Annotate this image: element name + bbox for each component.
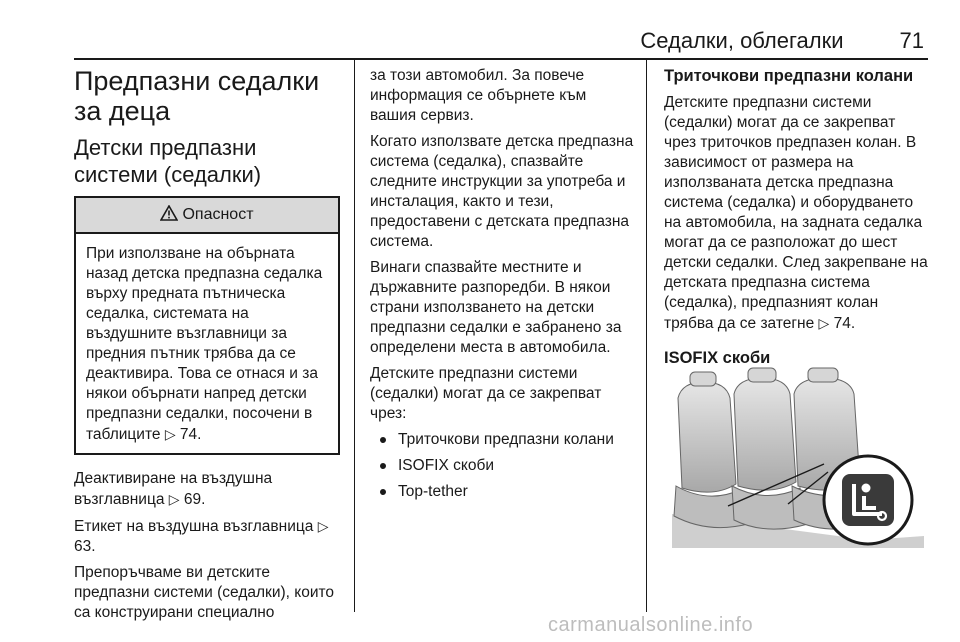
page-ref-link[interactable]: 63. [74, 538, 96, 555]
fastening-methods-list [370, 430, 634, 502]
page-title: Предпазни седалки за деца [74, 66, 320, 126]
paragraph-text: Деактивиране на въздушна възглавница [74, 470, 273, 508]
three-point-belt-heading: Триточкови предпазни колани [664, 67, 914, 85]
list-item: Top-tether [370, 482, 634, 502]
middle-column [370, 66, 634, 508]
warning-heading: Опасност [182, 206, 254, 223]
column-divider-2 [646, 60, 647, 612]
paragraph-text: Детските предпазни системи (седалки) могат да се закрепват чрез триточков предпазен колан. В зависимост от размера на използваната детска предпазна система (седалка) и оборудването на автомобила, на задната седалка могат да се разположат до шест детски седалки. След закрепване на детската предпазна система (седалка), предпазният колан трябва да се затегне [664, 94, 928, 332]
warning-text: При използване на обърната назад детска предпазна седалка върху предната пътническа седалка, системата на въздушните възглавници за предния пътник трябва да се деактивира. Това се отнася и за някои обърнати напред детски предпазни седалки, посочени в таблиците [86, 245, 323, 443]
paragraph-text: Етикет на въздушна възглавница [74, 518, 314, 535]
page-reference-arrow-icon: ▷ [818, 315, 830, 331]
right-column [664, 66, 928, 369]
paragraph-airbag-deactivation [74, 469, 340, 510]
paragraph: за този автомобил. За повече информация се обърнете към вашия сервиз. [370, 67, 587, 124]
left-column [74, 66, 340, 629]
page-reference-arrow-icon: ▷ [164, 426, 176, 442]
list-item: ISOFIX скоби [370, 456, 634, 476]
section-subtitle: Детски предпазни системи (седалки) [74, 135, 262, 187]
warning-body [76, 234, 338, 453]
danger-warning-box [74, 196, 340, 455]
child-seat-isofix-icon [824, 456, 912, 544]
running-head [640, 28, 924, 54]
header-rule [74, 58, 928, 60]
warning-header [76, 198, 338, 234]
paragraph: Винаги спазвайте местните и държавните разпоредби. В някои страни използването на детски предпазни седалки е забранено за определени места в автомобила. [370, 259, 622, 356]
paragraph-airbag-label [74, 516, 340, 557]
page-reference-arrow-icon: ▷ [317, 518, 329, 534]
rear-seats-illustration [668, 364, 928, 548]
paragraph: Когато използвате детска предпазна система (седалка), спазвайте следните инструкции за употреба и инсталация, както и тези, предоставени с детската предпазна система. [370, 133, 634, 250]
page-ref-link[interactable]: 74. [833, 315, 856, 332]
section-title: Седалки, облегалки [640, 28, 844, 53]
warning-page-ref[interactable]: 74. [179, 426, 202, 443]
page-reference-arrow-icon: ▷ [168, 491, 180, 507]
list-item: Триточкови предпазни колани [370, 430, 634, 450]
page-number: 71 [899, 28, 924, 53]
watermark: carmanualsonline.info [548, 614, 754, 636]
page-ref-link[interactable]: 69. [183, 491, 206, 508]
column-divider-1 [354, 60, 355, 612]
paragraph-recommendation: Препоръчваме ви детските предпазни системи (седалки), които са конструирани специално [74, 564, 335, 621]
isofix-heading: ISOFIX скоби [664, 349, 771, 367]
paragraph-three-point-belt [664, 93, 928, 334]
warning-triangle-icon [160, 205, 178, 226]
paragraph: Детските предпазни системи (седалки) могат да се закрепват чрез: [370, 365, 602, 422]
